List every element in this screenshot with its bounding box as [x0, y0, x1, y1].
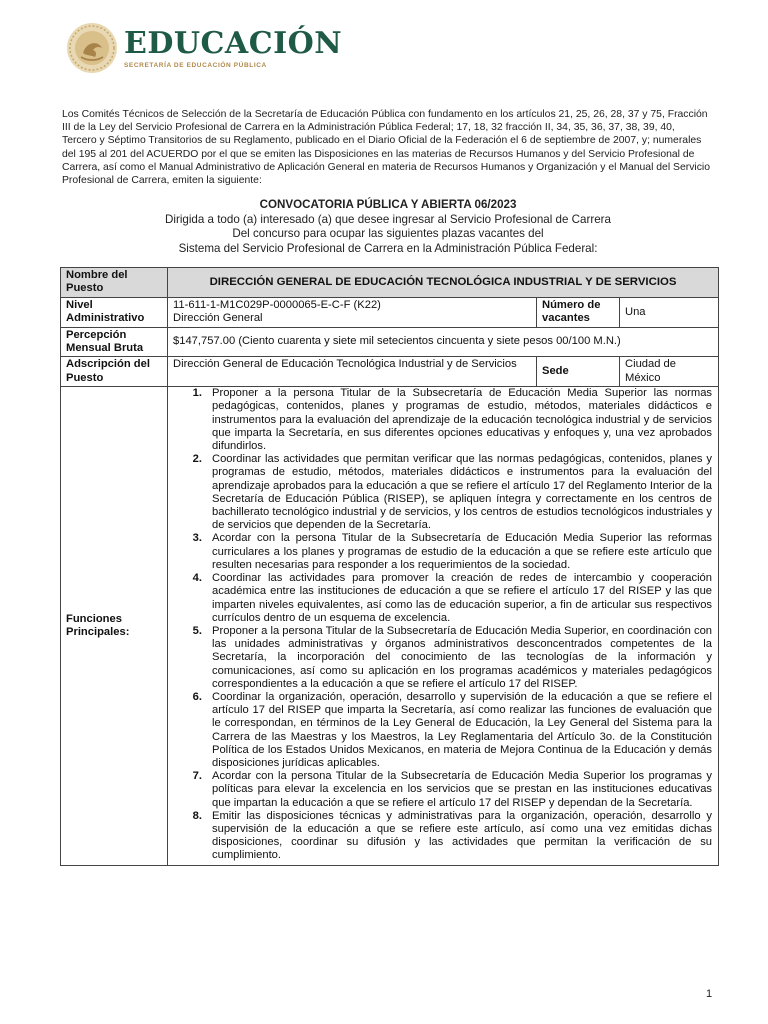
sede-label: Sede [537, 357, 620, 387]
intro-paragraph: Los Comités Técnicos de Selección de la Secretaría de Educación Pública con fundamento en los artículos 21, 25, 26, 28, 37 y 75, Fracción III de la Ley del Servicio Profesional de Carrera en la Administración Pública Federal; 17, 18, 32 fracción II, 34, 35, 36, 37, 38, 39, 40, Tercero y Séptimo Transitorios de su Reglamento, publicado en el Diario Oficial de la Federación el 6 de septiembre de 2007, y; numerales del 195 al 201 del ACUERDO por el que se emiten las Disposiciones en las materias de Recursos Humanos y del Servicio Profesional de Carrera, así como el Manual Administrativo de Aplicación General en materia de Recursos Humanos y Organización y el Manual del Servicio Profesional de Carrera, emiten la siguiente: [62, 109, 710, 187]
page-header [66, 22, 342, 74]
function-text: Acordar con la persona Titular de la Subsecretaría de Educación Media Superior los programas y políticas para elevar la excelencia en los servicios que se prestan en las instituciones educativas que impartan la educación a que se refiere el artículo 17 del RISEP y dependan de la Secretaría. [212, 770, 713, 809]
function-number: 1. [192, 387, 202, 400]
percepcion-value: $147,757.00 (Ciento cuarenta y siete mil setecientos cincuenta y siete pesos 00/100 M.N.) [168, 327, 719, 357]
list-item [170, 625, 712, 691]
nivel-code: 11-611-1-M1C029P-0000065-E-C-F (K22) [173, 298, 381, 311]
function-text: Coordinar la organización, operación, desarrollo y supervisión de la educación a que se refiere el artículo 17 del RISEP que imparta la Secretaría, así como realizar las funciones de evaluación que le correspondan, en términos de la Ley General de Educación, la Ley General del Sistema para la Carrera de las Maestras y los Maestros, la Ley Reglamentaria del Artículo 3o. de la Constitución Política de los Estados Unidos Mexicanos, en materia de Mejora Continua de la Educación y demás disposiciones jurídicas aplicables. [212, 690, 713, 769]
list-item [170, 770, 712, 810]
function-number: 6. [192, 690, 202, 703]
function-text: Coordinar las actividades que permitan verificar que las normas pedagógicas, contenidos, planes y programas de estudio, métodos, materiales didácticos e instrumentos para la evaluación del aprendizaje aprobados para la educación a que se refiere el artículo 17 del Reglamento Interior de la Secretaría de Educación Pública (RISEP), se apliquen íntegra y correctamente en los centros de bachillerato tecnológico industrial y de servicios, y los centros de estudios tecnológicos industriales y de servicios que dependen de la Secretaría. [212, 453, 713, 532]
function-number: 4. [192, 572, 202, 585]
percepcion-label: Percepción Mensual Bruta [61, 327, 168, 357]
funciones-label: Funciones Principales: [61, 387, 168, 865]
function-text: Emitir las disposiciones técnicas y administrativas para la organización, operación, desarrollo y supervisión de la educación a que se refiere este artículo, así como una vez emitidas dichas disposiciones, coordinar su difusión y las actividades que permitan la verificación de su cumplimiento. [212, 809, 713, 862]
table-row [61, 327, 719, 357]
list-item [170, 691, 712, 770]
table-row [61, 268, 719, 298]
nombre-value: DIRECCIÓN GENERAL DE EDUCACIÓN TECNOLÓGICA INDUSTRIAL Y DE SERVICIOS [168, 268, 719, 298]
nivel-value [168, 297, 537, 327]
brand-subtitle: SECRETARÍA DE EDUCACIÓN PÚBLICA [124, 61, 267, 69]
adscripcion-value: Dirección General de Educación Tecnológica Industrial y de Servicios [168, 357, 537, 387]
sede-value: Ciudad de México [620, 357, 719, 387]
vacancy-table [60, 267, 719, 866]
function-text: Proponer a la persona Titular de la Subsecretaría de Educación Media Superior las normas pedagógicas, contenidos, planes y programas de estudio, métodos, materiales didácticos e instrumentos para la evaluación del aprendizaje de la educación tecnológica industrial y de servicios que imparta la Secretaría, en sus diferentes opciones educativas y enfoques y, una vez aprobados difundirlos. [212, 387, 713, 453]
table-row [61, 297, 719, 327]
list-item [170, 387, 712, 453]
convocatoria-title: CONVOCATORIA PÚBLICA Y ABIERTA 06/2023 [259, 198, 517, 211]
vacantes-label: Número de vacantes [537, 297, 620, 327]
brand-title: EDUCACIÓN [124, 25, 343, 61]
list-item [170, 572, 712, 625]
funciones-list [170, 387, 712, 862]
function-text: Coordinar las actividades para promover la creación de redes de intercambio y cooperación académica entre las instituciones de educación a que se refiere el artículo 17 del RISEP y las que imparten niveles equivalentes, así como las de educación superior, a fin de articular sus respectivos currículos dentro de un esquema de excelencia. [212, 572, 713, 624]
nivel-name: Dirección General [173, 312, 263, 325]
table-row [61, 357, 719, 387]
function-number: 8. [192, 809, 202, 822]
nombre-label: Nombre del Puesto [61, 268, 168, 298]
convocatoria-line-2: Del concurso para ocupar las siguientes plazas vacantes del [232, 227, 544, 241]
function-text: Proponer a la persona Titular de la Subsecretaría de Educación Media Superior, en coordinación con las unidades administrativas y órganos administrativos desconcentrados competentes de la Secretaría, la incorporación del conocimiento de las tecnologías de la información y comunicaciones, así como su aplicación en los programas académicos y materiales pedagógicos correspondientes a la educación a que se refiere el artículo 17 del RISEP. [212, 624, 713, 690]
nivel-label: Nivel Administrativo [61, 297, 168, 327]
sep-seal-icon [66, 22, 118, 74]
list-item [170, 453, 712, 532]
vacantes-value: Una [620, 297, 719, 327]
function-number: 7. [192, 770, 202, 783]
function-number: 3. [192, 532, 202, 545]
convocatoria-line-1: Dirigida a todo (a) interesado (a) que desee ingresar al Servicio Profesional de Carrera [165, 212, 611, 226]
table-row [61, 387, 719, 865]
convocatoria-heading [62, 198, 714, 256]
adscripcion-label: Adscripción del Puesto [61, 357, 168, 387]
function-number: 5. [192, 624, 202, 637]
funciones-cell [168, 387, 719, 865]
convocatoria-line-3: Sistema del Servicio Profesional de Carrera en la Administración Pública Federal: [178, 241, 598, 255]
list-item [170, 810, 712, 863]
function-number: 2. [192, 453, 202, 466]
page-number: 1 [706, 988, 713, 1000]
list-item [170, 532, 712, 572]
function-text: Acordar con la persona Titular de la Subsecretaría de Educación Media Superior las reformas curriculares a los planes y programas de estudio de la educación a que se refiere este artículo que resulten necesarias para responder a los requerimientos de la sociedad. [212, 532, 713, 571]
